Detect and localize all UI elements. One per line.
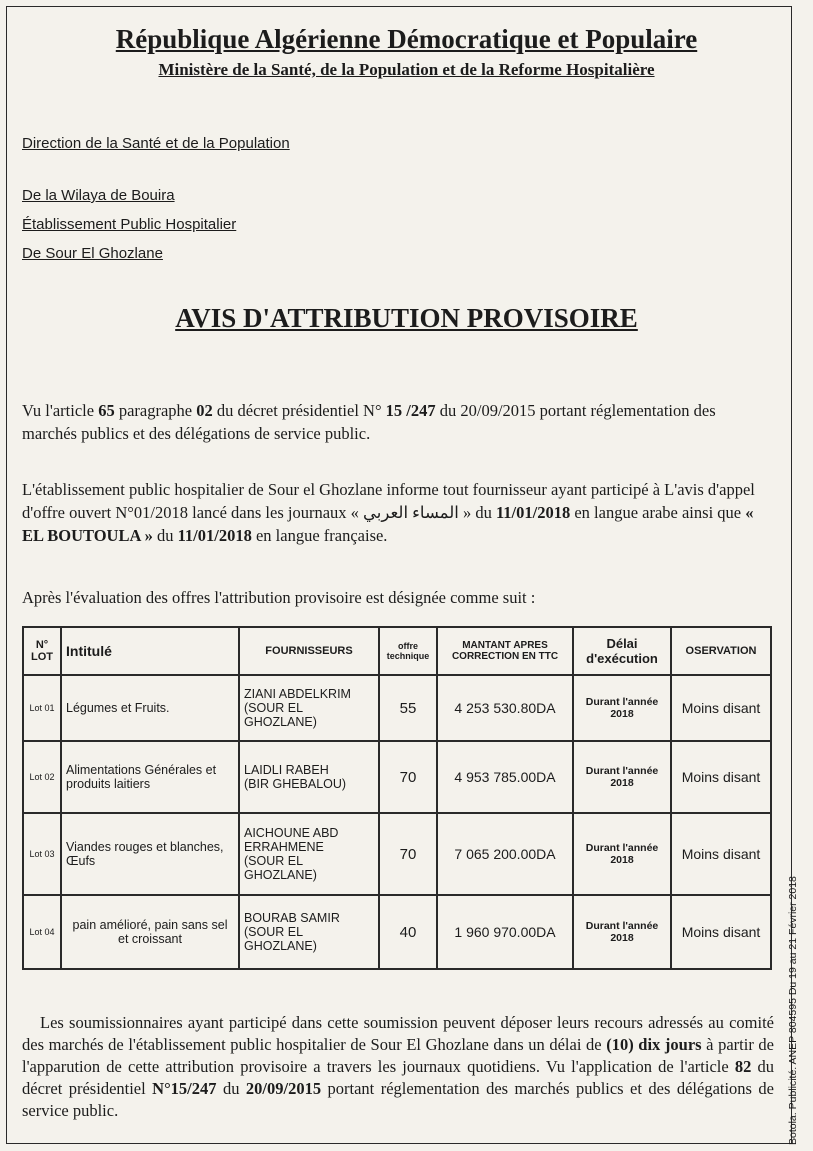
- header-montant: MANTANT APRES CORRECTION EN TTC: [437, 627, 573, 675]
- fournisseur-cell: [239, 675, 379, 741]
- montant-cell: 4 953 785.00DA: [437, 741, 573, 813]
- fournisseur-city: (BIR GHEBALOU): [244, 777, 347, 791]
- observation-cell: Moins disant: [671, 675, 771, 741]
- montant-cell: 1 960 970.00DA: [437, 895, 573, 969]
- lot-cell: Lot 03: [23, 813, 61, 895]
- intitule-cell: Légumes et Fruits.: [61, 675, 239, 741]
- fournisseur-cell: [239, 813, 379, 895]
- header-delai: Délai d'exécution: [573, 627, 671, 675]
- paragraph-tender-info: L'établissement public hospitalier de Sour el Ghozlane informe tout fournisseur ayant participé à L'avis d'appel d'offre ouvert N°01/2018 lancé dans les journaux « المساء العربي » du 11/01/2018 en langue arabe ainsi que « EL BOUTOULA » du 11/01/2018 en langue française.: [22, 480, 755, 545]
- intitule-cell: Viandes rouges et blanches, Œufs: [61, 813, 239, 895]
- direction-line: Direction de la Santé et de la Population: [22, 135, 290, 152]
- offre-cell: 70: [379, 813, 437, 895]
- observation-cell: Moins disant: [671, 895, 771, 969]
- ad-frame: [6, 6, 792, 1144]
- lot-cell: Lot 04: [23, 895, 61, 969]
- delai-cell: Durant l'année 2018: [573, 813, 671, 895]
- closing-paragraph: Les soumissionnaires ayant participé dans cette soumission peuvent déposer leurs recours adressés au comité des marchés de l'établissement public hospitalier de Sour El Ghozlane dans un délai de (10) dix jours à partir de l'apparution de cette attribution provisoire a travers les journaux quotidiens. Vu l'application de l'article 82 du décret présidentiel N°15/247 du 20/09/2015 portant réglementation des marchés publics et des délégations de service public.: [22, 1013, 775, 1120]
- fournisseur-name: LAIDLI RABEH: [244, 763, 329, 777]
- republic-header: République Algérienne Démocratique et Populaire: [115, 24, 698, 54]
- delai-cell: Durant l'année 2018: [573, 741, 671, 813]
- fournisseur-name: BOURAB SAMIR: [244, 911, 340, 925]
- fournisseur-cell: [239, 741, 379, 813]
- fournisseur-city: (SOUR EL GHOZLANE): [244, 925, 317, 953]
- montant-cell: 4 253 530.80DA: [437, 675, 573, 741]
- intitule-cell: pain amélioré, pain sans sel et croissant: [61, 895, 239, 969]
- header-intitule: Intitulé: [61, 627, 239, 675]
- fournisseur-city: (SOUR EL GHOZLANE): [244, 701, 317, 729]
- fournisseur-city: (SOUR EL GHOZLANE): [244, 854, 317, 882]
- table-row: [23, 675, 771, 741]
- observation-cell: Moins disant: [671, 813, 771, 895]
- fournisseur-name: AICHOUNE ABD ERRAHMENE: [244, 826, 339, 854]
- offre-cell: 55: [379, 675, 437, 741]
- attribution-table: [22, 626, 772, 970]
- header-lot: N° LOT: [23, 627, 61, 675]
- observation-cell: Moins disant: [671, 741, 771, 813]
- header-observation: OSERVATION: [671, 627, 771, 675]
- paragraph-legal-basis: Vu l'article 65 paragraphe 02 du décret présidentiel N° 15 /247 du 20/09/2015 portant réglementation des marchés publics et des délégations de service public.: [22, 401, 716, 443]
- ministry-header: Ministère de la Santé, de la Population et de la Reforme Hospitalière: [158, 60, 655, 79]
- intitule-cell: Alimentations Générales et produits laitiers: [61, 741, 239, 813]
- table-row: [23, 813, 771, 895]
- notice-title: AVIS D'ATTRIBUTION PROVISOIRE: [175, 303, 638, 333]
- offre-cell: 40: [379, 895, 437, 969]
- side-credit: Botola. Publicité. ANEP 804595 Du 19 au 21 Février 2018: [787, 876, 799, 1145]
- delai-cell: Durant l'année 2018: [573, 895, 671, 969]
- location-line: De Sour El Ghozlane: [22, 245, 163, 262]
- header-offre: offre technique: [379, 627, 437, 675]
- wilaya-line: De la Wilaya de Bouira: [22, 187, 175, 204]
- offre-cell: 70: [379, 741, 437, 813]
- table-row: [23, 895, 771, 969]
- header-fournisseurs: FOURNISSEURS: [239, 627, 379, 675]
- table-row: [23, 741, 771, 813]
- delai-cell: Durant l'année 2018: [573, 675, 671, 741]
- lot-cell: Lot 01: [23, 675, 61, 741]
- establishment-line: Établissement Public Hospitalier: [22, 216, 237, 233]
- fournisseur-name: ZIANI ABDELKRIM: [244, 687, 351, 701]
- fournisseur-cell: [239, 895, 379, 969]
- paragraph-evaluation: Après l'évaluation des offres l'attribution provisoire est désignée comme suit :: [22, 588, 536, 607]
- table-header-row: [23, 627, 771, 675]
- montant-cell: 7 065 200.00DA: [437, 813, 573, 895]
- lot-cell: Lot 02: [23, 741, 61, 813]
